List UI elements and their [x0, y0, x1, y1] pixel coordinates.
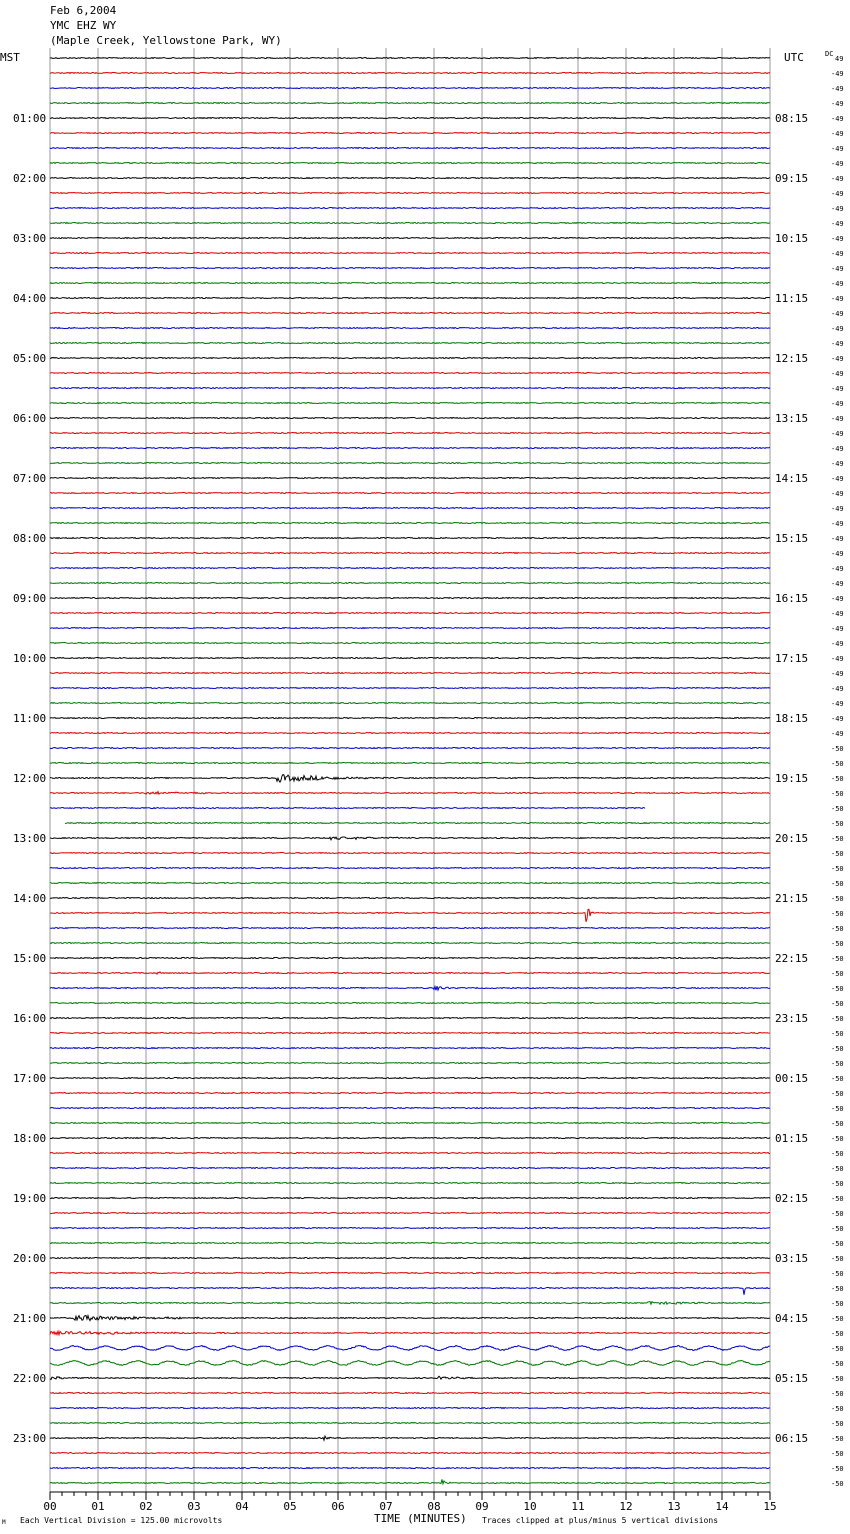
dc-offset-label: -49 [831, 430, 844, 438]
dc-offset-label: -50 [831, 1225, 844, 1233]
utc-hour-label: 06:15 [775, 1432, 809, 1445]
trace-line [50, 1138, 770, 1139]
dc-offset-label: -50 [831, 1315, 844, 1323]
x-tick-label: 14 [715, 1500, 729, 1513]
trace-line [50, 178, 770, 179]
mst-hour-label: 21:00 [13, 1312, 47, 1325]
trace-line [50, 1243, 770, 1244]
utc-axis-label: UTC [784, 51, 804, 64]
dc-offset-label: -49 [831, 325, 844, 333]
mst-hour-label: 10:00 [13, 652, 47, 665]
dc-offset-label: -50 [831, 1270, 844, 1278]
dc-offset-label: -50 [831, 1300, 844, 1308]
utc-hour-label: 21:15 [775, 892, 809, 905]
trace-line [50, 1078, 770, 1079]
dc-offset-label: -50 [831, 940, 844, 948]
dc-offset-label: -49 [831, 235, 844, 243]
dc-offset-label: -49 [831, 85, 844, 93]
trace-line [50, 508, 770, 509]
dc-offset-label: -49 [831, 280, 844, 288]
trace-line [50, 1479, 770, 1483]
trace-line [50, 1018, 770, 1019]
trace-line [50, 463, 770, 464]
trace-line [50, 283, 770, 284]
trace-line [50, 1093, 770, 1094]
dc-offset-labels [831, 55, 844, 1488]
mst-hour-label: 16:00 [13, 1012, 47, 1025]
dc-offset-label: -49 [831, 385, 844, 393]
mst-hour-label: 19:00 [13, 1192, 47, 1205]
utc-hour-label: 17:15 [775, 652, 809, 665]
dc-offset-label: -50 [831, 865, 844, 873]
trace-line [50, 148, 770, 149]
dc-offset-label: -50 [831, 1405, 844, 1413]
dc-offset-label: -49 [831, 220, 844, 228]
mst-axis-label: MST [0, 51, 20, 64]
trace-line [50, 1228, 770, 1229]
x-tick-label: 13 [667, 1500, 681, 1513]
x-tick-label: 15 [763, 1500, 777, 1513]
dc-offset-label: -49 [831, 445, 844, 453]
dc-offset-label: -50 [831, 985, 844, 993]
trace-line [50, 1108, 770, 1109]
dc-offset-label: -49 [831, 460, 844, 468]
dc-offset-label: -50 [831, 1390, 844, 1398]
mst-hour-label: 15:00 [13, 952, 47, 965]
dc-offset-label: -49 [831, 340, 844, 348]
trace-line [50, 298, 770, 299]
trace-line [50, 1273, 770, 1274]
trace-line [50, 253, 770, 254]
trace-line [50, 943, 770, 944]
x-tick-label: 10 [523, 1500, 537, 1513]
dc-offset-label: -50 [831, 895, 844, 903]
dc-offset-label: -50 [831, 970, 844, 978]
dc-offset-label: -49 [831, 520, 844, 528]
x-tick-label: 03 [187, 1500, 201, 1513]
dc-offset-label: -49 [831, 700, 844, 708]
mst-hour-label: 02:00 [13, 172, 47, 185]
mst-hour-label: 05:00 [13, 352, 47, 365]
mst-hour-label: 12:00 [13, 772, 47, 785]
dc-offset-label: -50 [831, 1150, 844, 1158]
trace-line [50, 58, 770, 59]
dc-offset-label: -50 [831, 775, 844, 783]
trace-line [50, 418, 770, 419]
dc-offset-label: -50 [831, 1090, 844, 1098]
utc-hour-label: 18:15 [775, 712, 809, 725]
dc-offset-label: -49 [831, 100, 844, 108]
x-tick-label: 00 [43, 1500, 57, 1513]
trace-line [50, 673, 770, 674]
trace-line [50, 1423, 770, 1424]
trace-line [50, 1183, 770, 1184]
trace-line [50, 448, 770, 449]
dc-offset-label: -49 [831, 415, 844, 423]
trace-line [50, 1153, 770, 1154]
trace-line [50, 613, 770, 614]
utc-hour-label: 23:15 [775, 1012, 809, 1025]
x-tick-label: 05 [283, 1500, 297, 1513]
dc-offset-label: -50 [831, 1450, 844, 1458]
dc-offset-label: -50 [831, 805, 844, 813]
x-tick-label: 04 [235, 1500, 249, 1513]
dc-offset-label: -50 [831, 1375, 844, 1383]
trace-line [50, 1436, 770, 1440]
dc-offset-label: -50 [831, 1030, 844, 1038]
trace-line [50, 1063, 770, 1064]
dc-label: DC [825, 50, 834, 58]
trace-line [50, 133, 770, 134]
trace-line [50, 1123, 770, 1124]
dc-offset-label: -50 [831, 1420, 844, 1428]
mst-hour-label: 23:00 [13, 1432, 47, 1445]
plot-date: Feb 6,2004 [50, 4, 117, 17]
trace-line [50, 928, 770, 929]
dc-offset-label: 49 [835, 55, 844, 63]
utc-hour-label: 19:15 [775, 772, 809, 785]
dc-offset-label: -50 [831, 1195, 844, 1203]
trace-line [50, 986, 770, 990]
mst-hour-label: 22:00 [13, 1372, 47, 1385]
x-tick-label: 06 [331, 1500, 345, 1513]
dc-offset-label: -50 [831, 1435, 844, 1443]
trace-line [50, 792, 770, 795]
dc-offset-label: -50 [831, 1255, 844, 1263]
dc-offset-label: -49 [831, 130, 844, 138]
trace-line [50, 1316, 770, 1321]
dc-offset-label: -49 [831, 115, 844, 123]
trace-line [50, 403, 770, 404]
station-location: (Maple Creek, Yellowstone Park, WY) [50, 34, 282, 47]
trace-line [50, 223, 770, 224]
utc-hour-label: 03:15 [775, 1252, 809, 1265]
mst-hour-label: 13:00 [13, 832, 47, 845]
trace-line [50, 238, 770, 239]
dc-offset-label: -50 [831, 1360, 844, 1368]
scale-note: Each Vertical Division = 125.00 microvolts [20, 1516, 223, 1525]
x-tick-label: 11 [571, 1500, 585, 1513]
trace-line [50, 909, 770, 921]
dc-offset-label: -49 [831, 565, 844, 573]
mst-hour-label: 14:00 [13, 892, 47, 905]
mst-hour-label: 03:00 [13, 232, 47, 245]
trace-line [50, 1003, 770, 1004]
trace-line [50, 1288, 770, 1295]
dc-offset-label: -50 [831, 925, 844, 933]
dc-offset-label: -49 [831, 250, 844, 258]
trace-line [50, 208, 770, 209]
utc-hour-label: 08:15 [775, 112, 809, 125]
trace-line [50, 853, 770, 854]
trace-line [50, 433, 770, 434]
trace-line [50, 358, 770, 359]
trace-line [50, 775, 770, 783]
utc-hour-labels [775, 112, 808, 1445]
dc-offset-label: -49 [831, 400, 844, 408]
dc-offset-label: -49 [831, 640, 844, 648]
utc-hour-label: 11:15 [775, 292, 809, 305]
trace-line [50, 837, 770, 840]
dc-offset-label: -50 [831, 910, 844, 918]
dc-offset-label: -49 [831, 145, 844, 153]
dc-offset-label: -50 [831, 745, 844, 753]
trace-line [50, 268, 770, 269]
x-axis-ticks [43, 1492, 776, 1513]
dc-offset-label: -49 [831, 370, 844, 378]
dc-offset-label: -49 [831, 70, 844, 78]
trace-line [50, 763, 770, 764]
dc-offset-label: -50 [831, 1000, 844, 1008]
mst-hour-labels [13, 112, 46, 1445]
dc-offset-label: -49 [831, 580, 844, 588]
dc-offset-label: -50 [831, 820, 844, 828]
x-tick-label: 12 [619, 1500, 633, 1513]
trace-line [50, 1213, 770, 1214]
utc-hour-label: 10:15 [775, 232, 809, 245]
trace-line [50, 958, 770, 959]
trace-line [50, 538, 770, 539]
mst-hour-label: 17:00 [13, 1072, 47, 1085]
utc-hour-label: 16:15 [775, 592, 809, 605]
x-tick-label: 08 [427, 1500, 441, 1513]
dc-offset-label: -50 [831, 1075, 844, 1083]
dc-offset-label: -49 [831, 670, 844, 678]
x-tick-label: 07 [379, 1500, 393, 1513]
dc-offset-label: -49 [831, 295, 844, 303]
dc-offset-label: -49 [831, 175, 844, 183]
x-tick-label: 02 [139, 1500, 153, 1513]
dc-offset-label: -49 [831, 655, 844, 663]
trace-line [50, 313, 770, 314]
trace-line [50, 388, 770, 389]
dc-offset-label: -49 [831, 310, 844, 318]
dc-offset-label: -49 [831, 265, 844, 273]
dc-offset-label: -50 [831, 1345, 844, 1353]
dc-offset-label: -49 [831, 550, 844, 558]
mst-hour-label: 01:00 [13, 112, 47, 125]
trace-line [50, 1468, 770, 1469]
utc-hour-label: 12:15 [775, 352, 809, 365]
mst-hour-label: 11:00 [13, 712, 47, 725]
utc-hour-label: 01:15 [775, 1132, 809, 1145]
trace-line [50, 808, 645, 809]
trace-line [50, 568, 770, 569]
trace-line [50, 703, 770, 704]
clip-note: Traces clipped at plus/minus 5 vertical divisions [482, 1516, 719, 1525]
trace-line [50, 478, 770, 479]
trace-line [50, 88, 770, 89]
mst-hour-label: 04:00 [13, 292, 47, 305]
trace-line [50, 1198, 770, 1199]
trace-line [50, 73, 770, 74]
trace-line [50, 1361, 770, 1366]
utc-hour-label: 20:15 [775, 832, 809, 845]
mst-hour-label: 07:00 [13, 472, 47, 485]
trace-line [50, 748, 770, 749]
trace-line [50, 1048, 770, 1049]
trace-line [50, 1408, 770, 1409]
dc-offset-label: -50 [831, 835, 844, 843]
trace-line [50, 688, 770, 689]
dc-offset-label: -49 [831, 730, 844, 738]
dc-offset-label: -50 [831, 955, 844, 963]
grid-lines [50, 48, 770, 1492]
utc-hour-label: 14:15 [775, 472, 809, 485]
x-tick-label: 09 [475, 1500, 489, 1513]
dc-offset-label: -50 [831, 1330, 844, 1338]
dc-offset-label: -49 [831, 595, 844, 603]
dc-offset-label: -49 [831, 475, 844, 483]
mst-hour-label: 18:00 [13, 1132, 47, 1145]
station-code: YMC EHZ WY [50, 19, 117, 32]
trace-line [50, 733, 770, 734]
trace-line [50, 103, 770, 104]
trace-line [50, 883, 770, 884]
dc-offset-label: -50 [831, 1120, 844, 1128]
dc-offset-label: -49 [831, 610, 844, 618]
trace-line [50, 898, 770, 899]
utc-hour-label: 02:15 [775, 1192, 809, 1205]
dc-offset-label: -50 [831, 1465, 844, 1473]
utc-hour-label: 22:15 [775, 952, 809, 965]
trace-line [50, 118, 770, 119]
trace-line [50, 523, 770, 524]
corner-mark: M [2, 1519, 6, 1526]
dc-offset-label: -49 [831, 190, 844, 198]
trace-line [65, 823, 770, 824]
trace-line [50, 972, 770, 974]
dc-offset-label: -50 [831, 760, 844, 768]
utc-hour-label: 05:15 [775, 1372, 809, 1385]
dc-offset-label: -50 [831, 1015, 844, 1023]
trace-line [50, 1302, 770, 1305]
dc-offset-label: -49 [831, 205, 844, 213]
dc-offset-label: -49 [831, 535, 844, 543]
dc-offset-label: -50 [831, 1105, 844, 1113]
trace-line [50, 193, 770, 194]
trace-line [50, 628, 770, 629]
dc-offset-label: -49 [831, 505, 844, 513]
trace-line [50, 718, 770, 719]
utc-hour-label: 00:15 [775, 1072, 809, 1085]
dc-offset-label: -50 [831, 1210, 844, 1218]
trace-line [50, 583, 770, 584]
trace-line [50, 1376, 770, 1379]
trace-line [50, 1346, 770, 1351]
utc-hour-label: 09:15 [775, 172, 809, 185]
trace-line [50, 553, 770, 554]
trace-line [50, 493, 770, 494]
x-axis-title: TIME (MINUTES) [374, 1512, 467, 1525]
trace-line [50, 1258, 770, 1259]
trace-line [50, 163, 770, 164]
dc-offset-label: -50 [831, 1240, 844, 1248]
utc-hour-label: 15:15 [775, 532, 809, 545]
trace-line [50, 868, 770, 869]
dc-offset-label: -49 [831, 625, 844, 633]
utc-hour-label: 13:15 [775, 412, 809, 425]
trace-line [50, 1453, 770, 1454]
trace-line [50, 328, 770, 329]
dc-offset-label: -50 [831, 1480, 844, 1488]
dc-offset-label: -49 [831, 490, 844, 498]
dc-offset-label: -50 [831, 1165, 844, 1173]
trace-line [50, 643, 770, 644]
dc-offset-label: -50 [831, 790, 844, 798]
dc-offset-label: -49 [831, 355, 844, 363]
dc-offset-label: -50 [831, 1180, 844, 1188]
dc-offset-label: -50 [831, 1285, 844, 1293]
trace-line [50, 1331, 770, 1335]
dc-offset-label: -50 [831, 1045, 844, 1053]
dc-offset-label: -50 [831, 850, 844, 858]
trace-line [50, 598, 770, 599]
dc-offset-label: -50 [831, 1135, 844, 1143]
trace-line [50, 658, 770, 659]
trace-line [50, 1033, 770, 1034]
trace-line [50, 373, 770, 374]
mst-hour-label: 09:00 [13, 592, 47, 605]
traces-group [50, 58, 770, 1484]
mst-hour-label: 08:00 [13, 532, 47, 545]
mst-hour-label: 06:00 [13, 412, 47, 425]
x-tick-label: 01 [91, 1500, 105, 1513]
trace-line [50, 1168, 770, 1169]
dc-offset-label: -49 [831, 160, 844, 168]
dc-offset-label: -50 [831, 1060, 844, 1068]
trace-line [50, 1393, 770, 1394]
trace-line [50, 343, 770, 344]
dc-offset-label: -50 [831, 880, 844, 888]
mst-hour-label: 20:00 [13, 1252, 47, 1265]
dc-offset-label: -49 [831, 715, 844, 723]
dc-offset-label: -49 [831, 685, 844, 693]
utc-hour-label: 04:15 [775, 1312, 809, 1325]
